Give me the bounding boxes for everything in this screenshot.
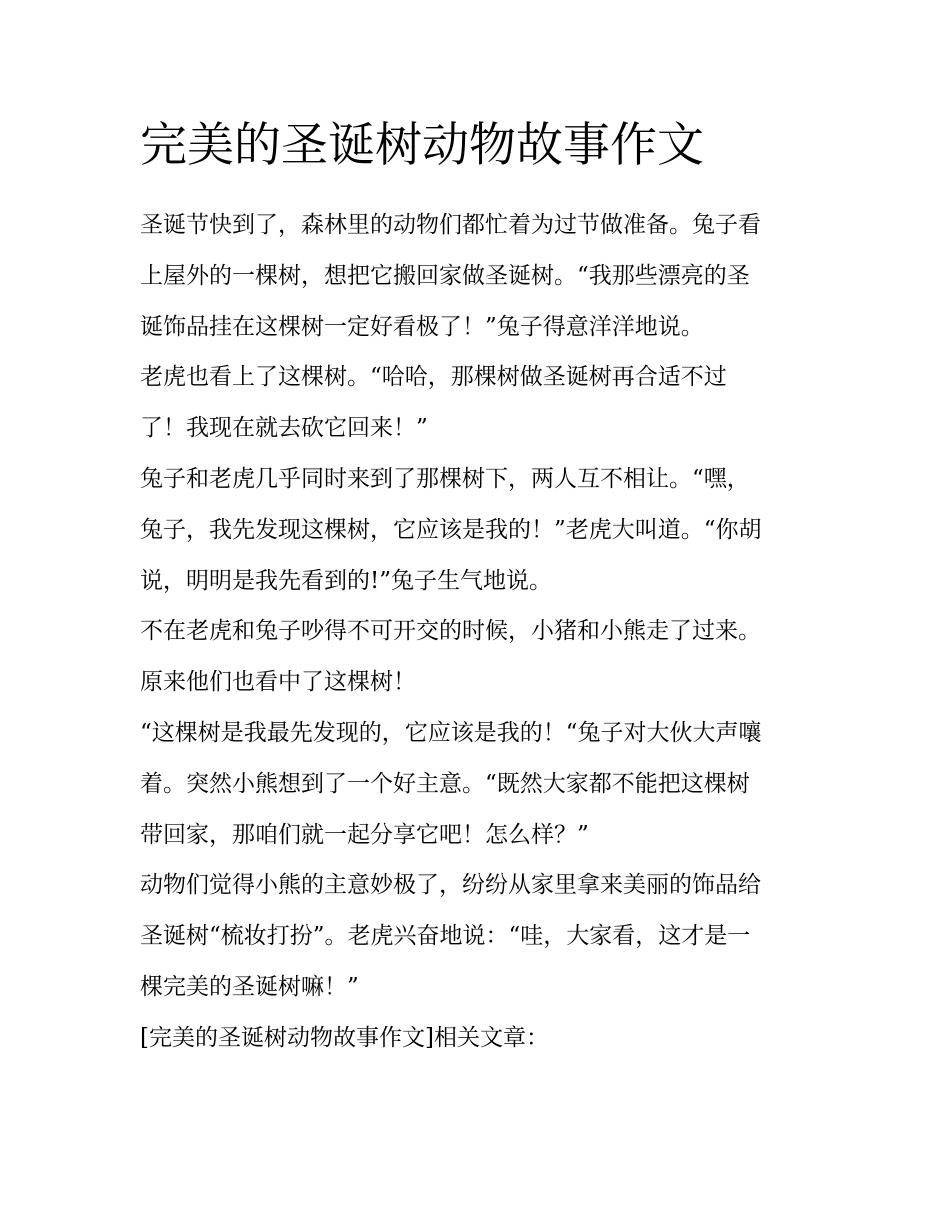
text-line-7: 兔子，我先发现这棵树，它应该是我的！”老虎大叫道。“你胡 [140, 516, 762, 543]
text-line-5: 了！我现在就去砍它回来！” [140, 415, 428, 442]
document-body [140, 200, 812, 1064]
text-line-1: 圣诞节快到了，森林里的动物们都忙着为过节做准备。兔子看 [140, 212, 761, 238]
text-line-10: 原来他们也看中了这棵树！ [140, 669, 416, 696]
text-line-11: “这棵树是我最先发现的，它应该是我的！“兔子对大伙大声嚷 [140, 719, 762, 746]
text-line-4: 老虎也看上了这棵树。“哈哈，那棵树做圣诞树再合适不过 [140, 364, 727, 391]
text-line-3: 诞饰品挂在这棵树一定好看极了！”兔子得意洋洋地说。 [140, 313, 704, 340]
text-line-8: 说，明明是我先看到的!”兔子生气地说。 [140, 567, 553, 594]
text-line-9: 不在老虎和兔子吵得不可开交的时候，小猪和小熊走了过来。 [140, 618, 761, 645]
text-line-2: 上屋外的一棵树，想把它搬回家做圣诞树。“我那些漂亮的圣 [140, 262, 750, 289]
text-line-14: 动物们觉得小熊的主意妙极了，纷纷从家里拿来美丽的饰品给 [140, 872, 761, 899]
text-line-13: 带回家，那咱们就一起分享它吧！怎么样？” [140, 821, 589, 848]
text-line-6: 兔子和老虎几乎同时来到了那棵树下，两人互不相让。“嘿， [140, 465, 750, 492]
page-title: 完美的圣诞树动物故事作文 [140, 118, 704, 173]
text-line-15: 圣诞树“梳妆打扮”。老虎兴奋地说：“哇，大家看，这才是一 [140, 923, 751, 950]
related-articles-heading: [完美的圣诞树动物故事作文]相关文章： [140, 1024, 549, 1051]
text-line-16: 棵完美的圣诞树嘛！” [140, 973, 359, 1000]
text-line-12: 着。突然小熊想到了一个好主意。“既然大家都不能把这棵树 [140, 770, 750, 797]
